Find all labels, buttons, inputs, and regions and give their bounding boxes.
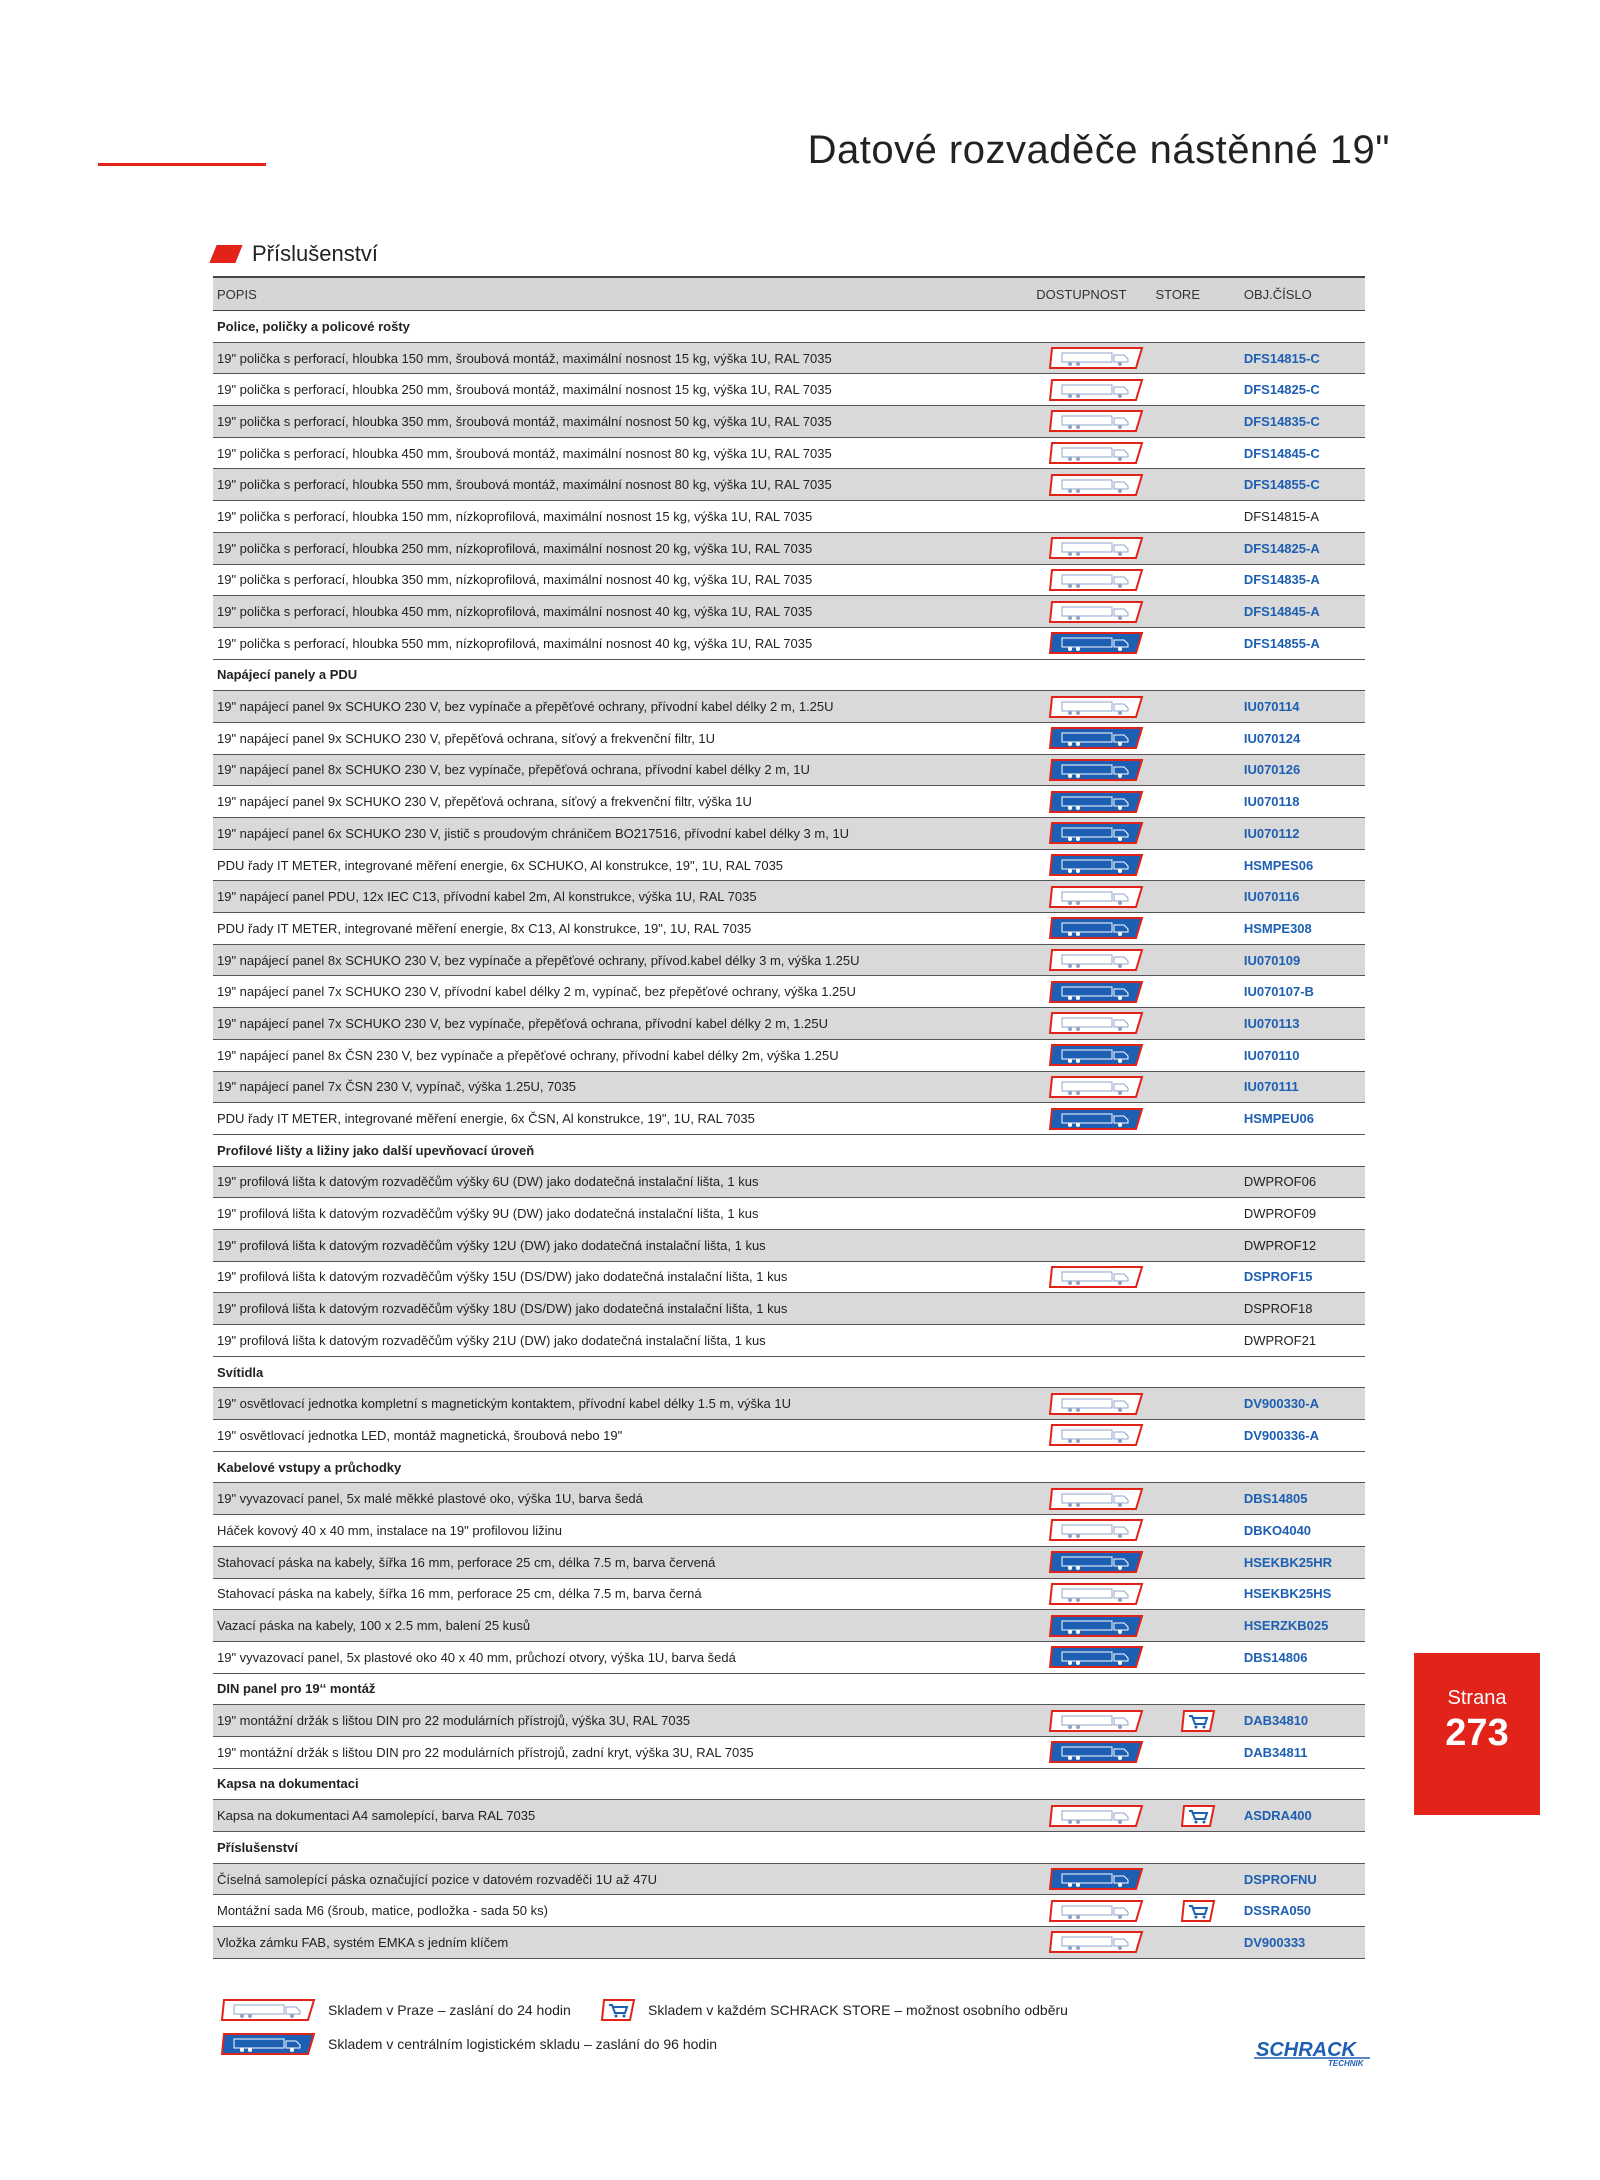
truck-white-icon (1048, 1582, 1144, 1606)
availability-cell (1036, 1899, 1155, 1923)
availability-cell (1036, 1518, 1155, 1542)
table-row (213, 1388, 1365, 1420)
product-desc: 19" polička s perforací, hloubka 150 mm, nízkoprofilová, maximální nosnost 15 kg, výška 1U, RAL 7035 (217, 508, 813, 524)
table-row (213, 945, 1365, 977)
schrack-logo (1250, 2034, 1380, 2079)
availability-cell (1036, 346, 1155, 370)
product-desc: 19" vyvazovací panel, 5x plastové oko 40 x 40 mm, průchozí otvory, výška 1U, barva šedá (217, 1649, 736, 1665)
truck-white-icon (1048, 1392, 1144, 1416)
category-label: Svítidla (217, 1364, 264, 1380)
product-code-link[interactable]: ASDRA400 (1243, 1808, 1312, 1824)
product-code-link[interactable]: DFS14855-A (1243, 635, 1320, 651)
truck-white-icon (1048, 600, 1144, 624)
table-row (213, 1230, 1365, 1262)
product-desc: 19" profilová lišta k datovým rozvaděčům výšky 18U (DS/DW) jako dodatečná instalační lišta, 1 kus (217, 1301, 788, 1317)
table-row (213, 1864, 1365, 1896)
product-desc: 19" polička s perforací, hloubka 350 mm, šroubová montáž, maximální nosnost 50 kg, výška 1U, RAL 7035 (217, 413, 832, 429)
truck-white-icon (1048, 1709, 1144, 1733)
product-code-link[interactable]: IU070112 (1243, 825, 1300, 841)
product-desc: PDU řady IT METER, integrované měření energie, 8x C13, Al konstrukce, 19", 1U, RAL 7035 (217, 920, 752, 936)
product-code: DWPROF06 (1243, 1174, 1317, 1190)
top-rule (98, 163, 266, 166)
product-code-link[interactable]: IU070111 (1243, 1079, 1299, 1095)
page-number-label: Strana (1447, 1687, 1507, 1709)
product-code-link[interactable]: DAB34811 (1243, 1744, 1308, 1760)
availability-cell (1036, 1107, 1155, 1131)
table-row (213, 723, 1365, 755)
truck-blue-icon (1048, 1867, 1144, 1891)
table-row (213, 1895, 1365, 1927)
category-row (213, 311, 1365, 343)
product-code-link[interactable]: IU070118 (1243, 794, 1300, 810)
product-code-link[interactable]: DFS14845-A (1243, 604, 1320, 620)
product-desc: 19" napájecí panel 9x SCHUKO 230 V, přepěťová ochrana, síťový a frekvenční filtr, 1U (217, 730, 716, 746)
product-desc: 19" polička s perforací, hloubka 550 mm, nízkoprofilová, maximální nosnost 40 kg, výška 1U, RAL 7035 (217, 635, 813, 651)
table-row (213, 1515, 1365, 1547)
truck-blue-icon (1048, 1614, 1144, 1638)
truck-white-icon (1048, 441, 1144, 465)
availability-cell (1036, 1011, 1155, 1035)
store-cell (1155, 1899, 1239, 1923)
table-row (213, 438, 1365, 470)
availability-cell (1036, 948, 1155, 972)
header-desc: POPIS (217, 286, 257, 302)
truck-blue-icon (1048, 758, 1144, 782)
section-heading (213, 239, 378, 269)
table-row (213, 976, 1365, 1008)
logo-brand: SCHRACK (1256, 2039, 1356, 2061)
product-desc: 19" profilová lišta k datovým rozvaděčům výšky 15U (DS/DW) jako dodatečná instalační lišta, 1 kus (217, 1269, 788, 1285)
availability-cell (1036, 631, 1155, 655)
availability-cell (1036, 536, 1155, 560)
availability-cell (1036, 980, 1155, 1004)
legend-prague-text: Skladem v Praze – zaslání do 24 hodin (328, 2002, 571, 2018)
truck-blue-icon (1048, 916, 1144, 940)
truck-white-icon (1048, 473, 1144, 497)
product-code-link[interactable]: DFS14835-A (1243, 572, 1320, 588)
product-desc: PDU řady IT METER, integrované měření energie, 6x ČSN, Al konstrukce, 19", 1U, RAL 7035 (217, 1111, 755, 1127)
product-desc: Stahovací páska na kabely, šířka 16 mm, perforace 25 cm, délka 7.5 m, barva červená (217, 1554, 716, 1570)
product-desc: 19" profilová lišta k datovým rozvaděčům výšky 9U (DW) jako dodatečná instalační lišta, 1 kus (217, 1206, 759, 1222)
table-row (213, 1927, 1365, 1959)
store-cell (1155, 1804, 1239, 1828)
legend-store (588, 1998, 1068, 2022)
product-desc: 19" napájecí panel 7x SCHUKO 230 V, přívodní kabel délky 2 m, vypínač, bez přepěťové ochrany, výška 1.25U (217, 984, 856, 1000)
truck-white-icon (1048, 1075, 1144, 1099)
truck-blue-icon (1048, 821, 1144, 845)
truck-white-icon (1048, 536, 1144, 560)
product-desc: 19" profilová lišta k datovým rozvaděčům výšky 21U (DW) jako dodatečná instalační lišta, 1 kus (217, 1332, 766, 1348)
product-code-link[interactable]: IU070116 (1243, 889, 1300, 905)
product-desc: 19" osvětlovací jednotka LED, montáž magnetická, šroubová nebo 19" (217, 1427, 623, 1443)
category-row (213, 1135, 1365, 1167)
product-code-link[interactable]: HSEKBK25HS (1243, 1586, 1332, 1602)
table-row (213, 1103, 1365, 1135)
product-code-link[interactable]: DBS14806 (1243, 1649, 1308, 1665)
availability-cell (1036, 1043, 1155, 1067)
truck-blue-icon (1048, 980, 1144, 1004)
header-availability: DOSTUPNOST (1036, 286, 1127, 302)
availability-cell (1036, 1645, 1155, 1669)
truck-blue-icon (1048, 631, 1144, 655)
category-row (213, 1674, 1365, 1706)
truck-white-icon (1048, 695, 1144, 719)
table-row (213, 691, 1365, 723)
table-row (213, 1705, 1365, 1737)
truck-blue-icon (1048, 1043, 1144, 1067)
product-desc: 19" montážní držák s lištou DIN pro 22 modulárních přístrojů, výška 3U, RAL 7035 (217, 1713, 691, 1729)
product-code-link[interactable]: HSMPES06 (1243, 857, 1314, 873)
availability-cell (1036, 916, 1155, 940)
product-desc: Číselná samolepící páska označující pozice v datovém rozvaděči 1U až 47U (217, 1871, 658, 1887)
truck-blue-icon (220, 2032, 316, 2056)
product-code-link[interactable]: DBKO4040 (1243, 1522, 1312, 1538)
product-code: DFS14815-A (1243, 508, 1319, 524)
table-row (213, 1547, 1365, 1579)
truck-white-icon (1048, 346, 1144, 370)
availability-cell (1036, 378, 1155, 402)
truck-blue-icon (1048, 790, 1144, 814)
product-code-link[interactable]: DFS14855-C (1243, 477, 1320, 493)
truck-white-icon (1048, 1423, 1144, 1447)
table-row (213, 1167, 1365, 1199)
product-code: DWPROF12 (1243, 1237, 1317, 1253)
availability-cell (1036, 1709, 1155, 1733)
category-label: Příslušenství (217, 1839, 298, 1855)
product-code-link[interactable]: IU070114 (1243, 699, 1300, 715)
availability-cell (1036, 885, 1155, 909)
product-desc: Vložka zámku FAB, systém EMKA s jedním klíčem (217, 1934, 509, 1950)
shopping-cart-icon (1180, 1709, 1216, 1733)
table-row (213, 1642, 1365, 1674)
category-row (213, 1357, 1365, 1389)
table-row (213, 818, 1365, 850)
truck-white-icon (1048, 885, 1144, 909)
truck-white-icon (1048, 1011, 1144, 1035)
table-row (213, 1040, 1365, 1072)
page-number-tab (1414, 1653, 1540, 1815)
product-table (213, 276, 1365, 1959)
table-row (213, 1262, 1365, 1294)
product-desc: 19" napájecí panel 8x ČSN 230 V, bez vypínače a přepěťové ochrany, přívodní kabel délky 2m, výška 1.25U (217, 1047, 839, 1063)
product-desc: 19" vyvazovací panel, 5x malé měkké plastové oko, výška 1U, barva šedá (217, 1491, 643, 1507)
category-row (213, 1452, 1365, 1484)
product-desc: 19" montážní držák s lištou DIN pro 22 modulárních přístrojů, zadní kryt, výška 3U, RAL 7035 (217, 1744, 754, 1760)
shopping-cart-icon (1180, 1899, 1216, 1923)
product-desc: 19" napájecí panel 9x SCHUKO 230 V, bez vypínače a přepěťové ochrany, přívodní kabel délky 2 m, 1.25U (217, 699, 834, 715)
product-desc: 19" polička s perforací, hloubka 250 mm, šroubová montáž, maximální nosnost 15 kg, výška 1U, RAL 7035 (217, 382, 832, 398)
category-row (213, 660, 1365, 692)
product-code-link[interactable]: DV900336-A (1243, 1427, 1319, 1443)
product-desc: 19" napájecí panel 8x SCHUKO 230 V, bez vypínače a přepěťové ochrany, přívod.kabel délky 3 m, výška 1.25U (217, 952, 860, 968)
table-row (213, 469, 1365, 501)
table-row (213, 1008, 1365, 1040)
table-header (213, 276, 1365, 311)
page-number: 273 (1445, 1712, 1509, 1754)
product-code-link[interactable]: DFS14825-C (1243, 382, 1320, 398)
store-cell (1155, 1709, 1239, 1733)
table-row (213, 1420, 1365, 1452)
table-row (213, 1737, 1365, 1769)
availability-cell (1036, 568, 1155, 592)
product-desc: Háček kovový 40 x 40 mm, instalace na 19" profilovou ližinu (217, 1522, 562, 1538)
section-marker (209, 245, 242, 263)
table-row (213, 913, 1365, 945)
product-code-link[interactable]: HSEKBK25HR (1243, 1554, 1332, 1570)
availability-cell (1036, 1867, 1155, 1891)
truck-white-icon (1048, 378, 1144, 402)
product-code-link[interactable]: IU070126 (1243, 762, 1301, 778)
category-label: DIN panel pro 19‘‘ montáž (217, 1681, 376, 1697)
product-desc: 19" profilová lišta k datovým rozvaděčům výšky 6U (DW) jako dodatečná instalační lišta, 1 kus (217, 1174, 759, 1190)
category-label: Napájecí panely a PDU (217, 667, 358, 683)
product-desc: 19" polička s perforací, hloubka 450 mm, nízkoprofilová, maximální nosnost 40 kg, výška 1U, RAL 7035 (217, 604, 813, 620)
availability-cell (1036, 600, 1155, 624)
table-row (213, 1072, 1365, 1104)
product-code-link[interactable]: DSPROF15 (1243, 1269, 1313, 1285)
availability-cell (1036, 758, 1155, 782)
product-desc: Vazací páska na kabely, 100 x 2.5 mm, balení 25 kusů (217, 1618, 531, 1634)
table-row (213, 786, 1365, 818)
table-row (213, 1610, 1365, 1642)
availability-cell (1036, 1930, 1155, 1954)
product-desc: 19" napájecí panel 6x SCHUKO 230 V, jistič s proudovým chráničem BO217516, přívodní kabel délky 3 m, 1U (217, 825, 850, 841)
table-row (213, 406, 1365, 438)
product-code: DWPROF09 (1243, 1206, 1317, 1222)
availability-cell (1036, 726, 1155, 750)
section-label: Příslušenství (252, 241, 378, 266)
table-row (213, 1579, 1365, 1611)
truck-white-icon (1048, 1804, 1144, 1828)
product-desc: 19" profilová lišta k datovým rozvaděčům výšky 12U (DW) jako dodatečná instalační lišta, 1 kus (217, 1237, 766, 1253)
product-desc: 19" napájecí panel 9x SCHUKO 230 V, přepěťová ochrana, síťový a frekvenční filtr, výška 1U (217, 794, 752, 810)
product-desc: 19" napájecí panel 7x SCHUKO 230 V, bez vypínače, přepěťová ochrana, přívodní kabel délky 2 m, 1.25U (217, 1015, 828, 1031)
product-desc: 19" polička s perforací, hloubka 450 mm, šroubová montáž, maximální nosnost 80 kg, výška 1U, RAL 7035 (217, 445, 832, 461)
product-desc: 19" napájecí panel PDU, 12x IEC C13, přívodní kabel 2m, Al konstrukce, výška 1U, RAL 7035 (217, 889, 757, 905)
product-code-link[interactable]: DSSRA050 (1243, 1903, 1312, 1919)
table-row (213, 628, 1365, 660)
product-code: DSPROF18 (1243, 1301, 1313, 1317)
page-title: Datové rozvaděče nástěnné 19" (807, 128, 1390, 172)
legend-central (208, 2032, 717, 2056)
availability-cell (1036, 821, 1155, 845)
legend-central-text: Skladem v centrálním logistickém skladu – zaslání do 96 hodin (328, 2036, 718, 2052)
product-desc: 19" polička s perforací, hloubka 550 mm, šroubová montáž, maximální nosnost 80 kg, výška 1U, RAL 7035 (217, 477, 832, 493)
table-row (213, 596, 1365, 628)
product-desc: 19" napájecí panel 8x SCHUKO 230 V, bez vypínače, přepěťová ochrana, přívodní kabel délky 2 m, 1U (217, 762, 810, 778)
table-row (213, 850, 1365, 882)
product-code-link[interactable]: HSMPEU06 (1243, 1111, 1314, 1127)
table-row (213, 501, 1365, 533)
product-desc: Montážní sada M6 (šroub, matice, podložka - sada 50 ks) (217, 1903, 548, 1919)
truck-white-icon (1048, 1899, 1144, 1923)
truck-white-icon (1048, 1487, 1144, 1511)
truck-white-icon (220, 1998, 316, 2022)
truck-blue-icon (1048, 1645, 1144, 1669)
product-code-link[interactable]: DV900330-A (1243, 1396, 1319, 1412)
product-desc: PDU řady IT METER, integrované měření energie, 6x SCHUKO, Al konstrukce, 19", 1U, RAL 7035 (217, 857, 784, 873)
truck-blue-icon (1048, 726, 1144, 750)
availability-cell (1036, 1392, 1155, 1416)
table-row (213, 1198, 1365, 1230)
availability-cell (1036, 1487, 1155, 1511)
table-body (213, 311, 1365, 1959)
product-desc: 19" polička s perforací, hloubka 350 mm, nízkoprofilová, maximální nosnost 40 kg, výška 1U, RAL 7035 (217, 572, 813, 588)
logo-sub: TECHNIK (1328, 2059, 1364, 2068)
truck-white-icon (1048, 1930, 1144, 1954)
category-row (213, 1769, 1365, 1801)
table-row (213, 755, 1365, 787)
availability-cell (1036, 853, 1155, 877)
product-code-link[interactable]: IU070124 (1243, 730, 1301, 746)
product-code-link[interactable]: DV900333 (1243, 1934, 1306, 1950)
product-code: DWPROF21 (1243, 1332, 1317, 1348)
truck-blue-icon (1048, 1740, 1144, 1764)
product-desc: 19" polička s perforací, hloubka 250 mm, nízkoprofilová, maximální nosnost 20 kg, výška 1U, RAL 7035 (217, 540, 813, 556)
product-desc: 19" osvětlovací jednotka kompletní s magnetickým kontaktem, přívodní kabel délky 1.5 m, výška 1U (217, 1396, 791, 1412)
truck-white-icon (1048, 1518, 1144, 1542)
table-row (213, 533, 1365, 565)
availability-cell (1036, 441, 1155, 465)
product-desc: Kapsa na dokumentaci A4 samolepící, barva RAL 7035 (217, 1808, 536, 1824)
product-code-link[interactable]: DFS14835-C (1243, 413, 1320, 429)
availability-cell (1036, 790, 1155, 814)
table-row (213, 1325, 1365, 1357)
header-store: STORE (1155, 286, 1200, 302)
product-desc: Stahovací páska na kabely, šířka 16 mm, perforace 25 cm, délka 7.5 m, barva černá (217, 1586, 702, 1602)
truck-white-icon (1048, 409, 1144, 433)
product-code-link[interactable]: HSERZKB025 (1243, 1618, 1329, 1634)
availability-cell (1036, 695, 1155, 719)
truck-blue-icon (1048, 853, 1144, 877)
availability-cell (1036, 1804, 1155, 1828)
truck-blue-icon (1048, 1550, 1144, 1574)
product-code-link[interactable]: DFS14815-C (1243, 350, 1320, 366)
category-label: Police, poličky a policové rošty (217, 318, 410, 334)
availability-cell (1036, 1265, 1155, 1289)
legend-prague (208, 1998, 571, 2022)
truck-white-icon (1048, 568, 1144, 592)
table-row (213, 1293, 1365, 1325)
product-code-link[interactable]: IU070109 (1243, 952, 1301, 968)
table-row (213, 1483, 1365, 1515)
shopping-cart-icon (1180, 1804, 1216, 1828)
truck-blue-icon (1048, 1107, 1144, 1131)
availability-cell (1036, 1550, 1155, 1574)
product-code-link[interactable]: DFS14825-A (1243, 540, 1320, 556)
product-code-link[interactable]: IU070113 (1243, 1015, 1300, 1031)
category-label: Kabelové vstupy a průchodky (217, 1459, 402, 1475)
table-row (213, 881, 1365, 913)
product-code-link[interactable]: HSMPE308 (1243, 920, 1312, 936)
legend-store-text: Skladem v každém SCHRACK STORE – možnost osobního odběru (648, 2002, 1068, 2018)
category-label: Kapsa na dokumentaci (217, 1776, 359, 1792)
product-desc: 19" napájecí panel 7x ČSN 230 V, vypínač, výška 1.25U, 7035 (217, 1079, 576, 1095)
availability-cell (1036, 473, 1155, 497)
availability-cell (1036, 1423, 1155, 1447)
availability-cell (1036, 409, 1155, 433)
table-row (213, 565, 1365, 597)
category-label: Profilové lišty a ližiny jako další upevňovací úroveň (217, 1142, 535, 1158)
product-code-link[interactable]: DSPROFNU (1243, 1871, 1317, 1887)
truck-white-icon (1048, 948, 1144, 972)
product-code-link[interactable]: DFS14845-C (1243, 445, 1320, 461)
product-code-link[interactable]: DAB34810 (1243, 1713, 1309, 1729)
availability-cell (1036, 1740, 1155, 1764)
product-desc: 19" polička s perforací, hloubka 150 mm, šroubová montáž, maximální nosnost 15 kg, výška 1U, RAL 7035 (217, 350, 832, 366)
availability-cell (1036, 1075, 1155, 1099)
availability-cell (1036, 1614, 1155, 1638)
product-code-link[interactable]: DBS14805 (1243, 1491, 1308, 1507)
table-row (213, 343, 1365, 375)
truck-white-icon (1048, 1265, 1144, 1289)
table-row (213, 374, 1365, 406)
table-row (213, 1800, 1365, 1832)
product-code-link[interactable]: IU070110 (1243, 1047, 1300, 1063)
availability-cell (1036, 1582, 1155, 1606)
header-code: OBJ.ČÍSLO (1243, 286, 1312, 302)
product-code-link[interactable]: IU070107-B (1243, 984, 1314, 1000)
shopping-cart-icon (600, 1998, 636, 2022)
category-row (213, 1832, 1365, 1864)
